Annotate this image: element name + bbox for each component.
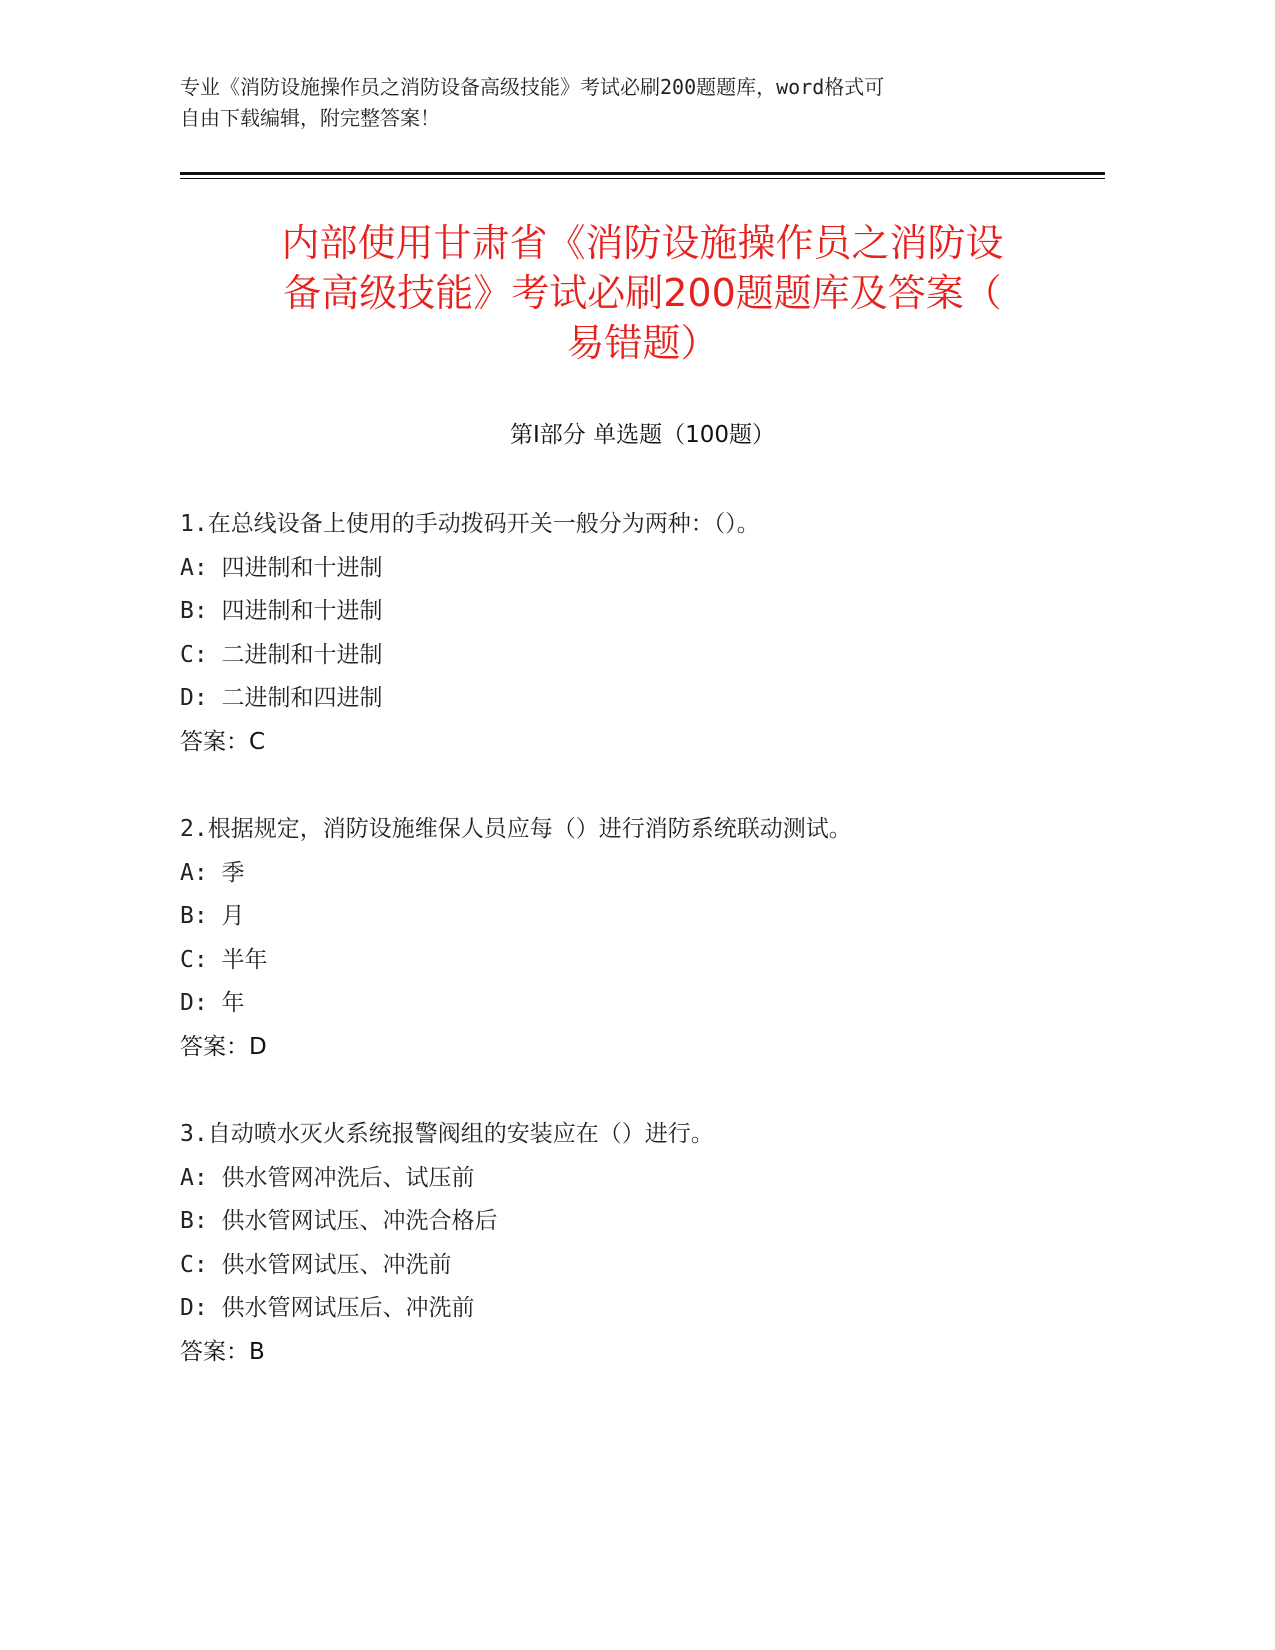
document-title-line-3: 易错题）: [566, 321, 719, 365]
header-note-line-1: 专业《消防设施操作员之消防设备高级技能》考试必刷200题题库，word格式可: [180, 75, 885, 99]
option-c: C: 半年: [180, 946, 268, 973]
question-stem: 2.根据规定，消防设施维保人员应每（）进行消防系统联动测试。: [180, 816, 852, 842]
question-stem: 1.在总线设备上使用的手动拨码开关一般分为两种：（）。: [180, 511, 760, 537]
option-d: D: 年: [180, 990, 245, 1017]
header-rule-thick: [180, 172, 1105, 175]
option-c: C: 二进制和十进制: [180, 641, 383, 668]
question-1: [180, 503, 1105, 765]
header-note-line-2: 自由下载编辑，附完整答案！: [180, 106, 440, 130]
option-a: A: 季: [180, 859, 245, 886]
question-stem: 3.自动喷水灭火系统报警阀组的安装应在（）进行。: [180, 1121, 714, 1147]
answer: 答案：D: [180, 1033, 267, 1060]
option-a: A: 供水管网冲洗后、试压前: [180, 1164, 475, 1191]
question-2: [180, 808, 1105, 1070]
option-a: A: 四进制和十进制: [180, 554, 383, 581]
header-note: [180, 72, 1060, 134]
document-title: [180, 218, 1105, 368]
document-title-line-1: 内部使用甘肃省《消防设施操作员之消防设: [281, 221, 1004, 265]
option-b: B: 月: [180, 903, 245, 930]
section-heading: 第Ⅰ部分 单选题（100题）: [510, 422, 775, 448]
answer: 答案：B: [180, 1338, 265, 1365]
answer: 答案：C: [180, 728, 266, 755]
option-c: C: 供水管网试压、冲洗前: [180, 1251, 452, 1278]
header-rule-thin: [180, 178, 1105, 179]
option-d: D: 供水管网试压后、冲洗前: [180, 1295, 475, 1322]
document-title-line-2: 备高级技能》考试必刷200题题库及答案（: [283, 271, 1002, 315]
option-d: D: 二进制和四进制: [180, 685, 383, 712]
option-b: B: 四进制和十进制: [180, 598, 383, 625]
option-b: B: 供水管网试压、冲洗合格后: [180, 1208, 498, 1235]
question-3: [180, 1113, 1105, 1375]
